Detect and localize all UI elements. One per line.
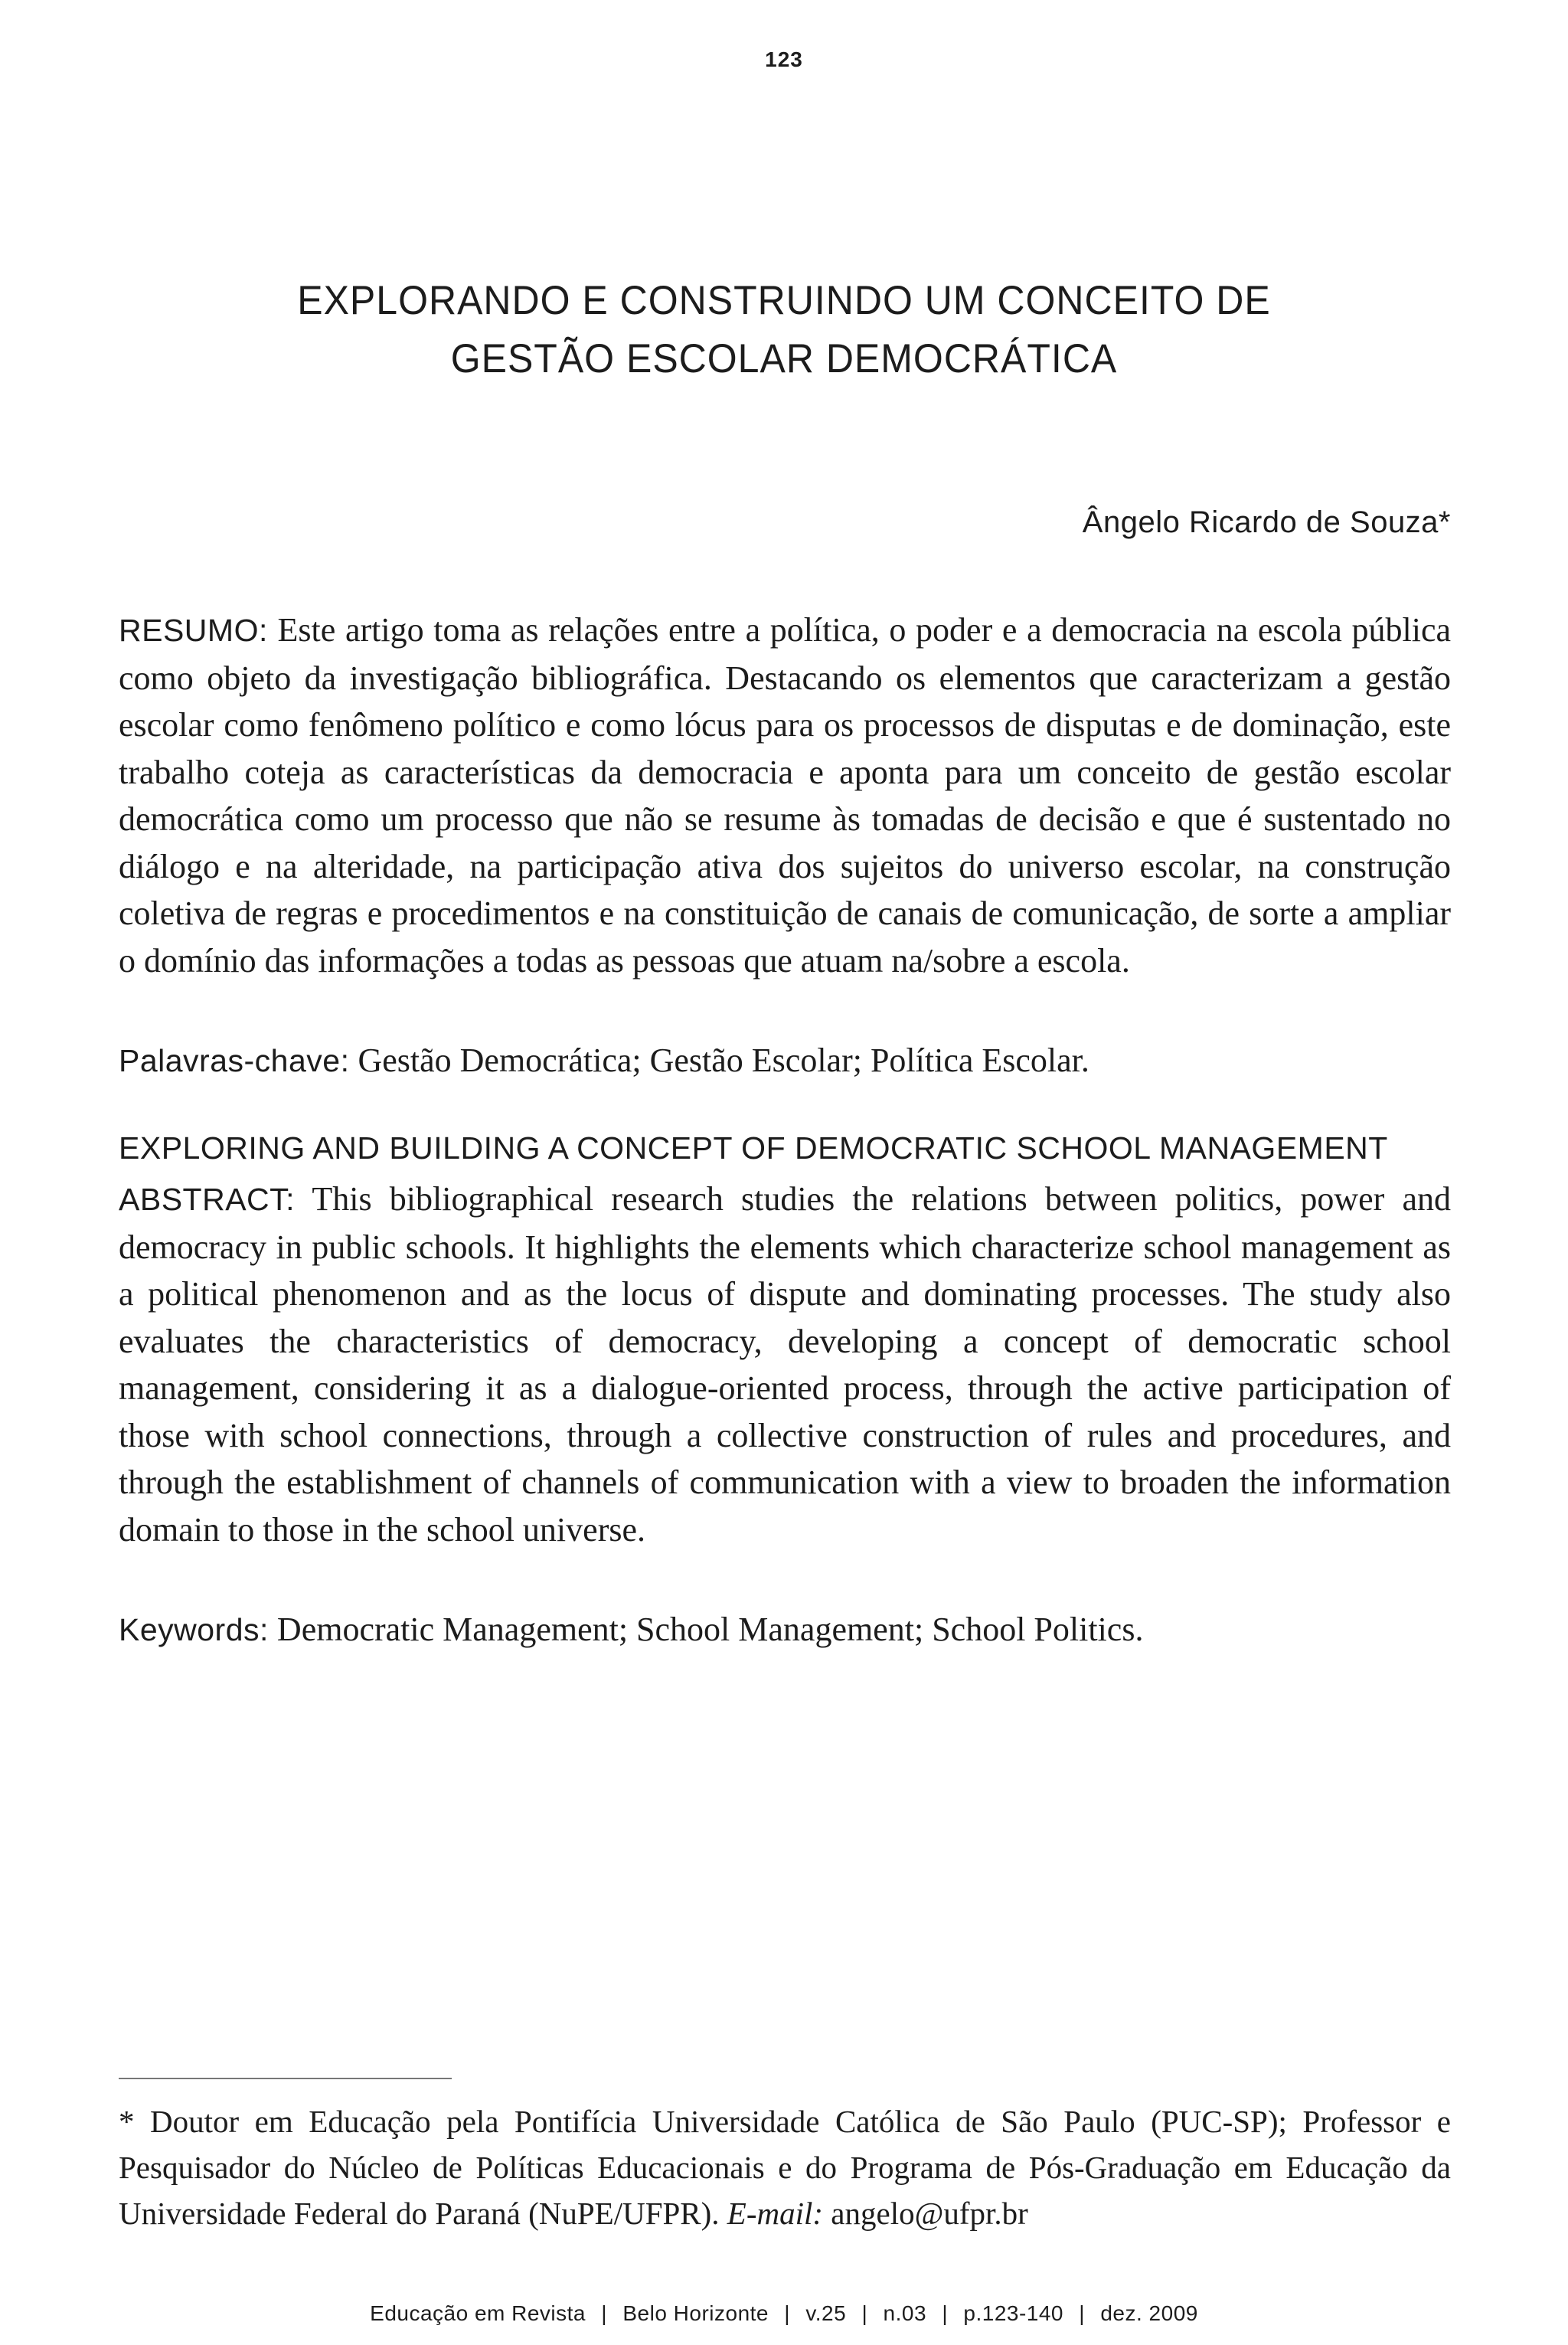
- article-title-line-2: GESTÃO ESCOLAR DEMOCRÁTICA: [450, 335, 1118, 381]
- footer-number: n.03: [883, 2301, 927, 2325]
- keywords-paragraph: [119, 1606, 1451, 1654]
- footer-date: dez. 2009: [1100, 2301, 1198, 2325]
- journal-footer: [0, 2301, 1568, 2326]
- english-title: EXPLORING AND BUILDING A CONCEPT OF DEMOCRATIC SCHOOL MANAGEMENT: [119, 1130, 1388, 1166]
- palavras-chave-section: [119, 1037, 1451, 1085]
- footnote-divider: [119, 2078, 452, 2079]
- footnote-email: angelo@ufpr.br: [823, 2196, 1028, 2231]
- footer-city: Belo Horizonte: [622, 2301, 769, 2325]
- abstract-section: [119, 1176, 1451, 1553]
- resumo-paragraph: [119, 607, 1451, 984]
- footer-separator: |: [861, 2301, 868, 2325]
- author-name: Ângelo Ricardo de Souza*: [1082, 505, 1451, 539]
- footnote-paragraph: [119, 2098, 1451, 2236]
- palavras-chave-text: Gestão Democrática; Gestão Escolar; Política Escolar.: [349, 1042, 1089, 1079]
- keywords-text: Democratic Management; School Management; School Politics.: [268, 1611, 1144, 1648]
- footnote: [119, 2098, 1451, 2236]
- footer-separator: |: [1079, 2301, 1086, 2325]
- abstract-text: This bibliographical research studies the relations between politics, power and democracy in public schools. It highlights the elements which characterize school management as a political phenomenon and as the locus of dispute and dominating processes. The study also evaluates the characteristics of democracy, developing a concept of democratic school management, considering it as a dialogue-oriented process, through the active participation of those with school connections, through a collective construction of rules and procedures, and through the establishment of channels of communication with a view to broaden the information domain to those in the school universe.: [119, 1180, 1451, 1549]
- keywords-label: Keywords:: [119, 1612, 269, 1647]
- footnote-text: Doutor em Educação pela Pontifícia Universidade Católica de São Paulo (PUC-SP); Professor e Pesquisador do Núcleo de Políticas Educacionais e do Programa de Pós-Graduação em Educação da Universidade Federal do Paraná (NuPE/UFPR).: [119, 2104, 1451, 2231]
- footer-separator: |: [601, 2301, 608, 2325]
- article-title-line-1: EXPLORANDO E CONSTRUINDO UM CONCEITO DE: [297, 277, 1271, 323]
- page-number: 123: [765, 47, 803, 71]
- palavras-chave-paragraph: [119, 1037, 1451, 1085]
- footnote-email-label: E-mail:: [727, 2196, 824, 2231]
- footer-separator: |: [942, 2301, 949, 2325]
- resumo-label: RESUMO:: [119, 613, 268, 648]
- footer-volume: v.25: [805, 2301, 847, 2325]
- palavras-chave-label: Palavras-chave:: [119, 1043, 350, 1078]
- abstract-paragraph: [119, 1176, 1451, 1553]
- abstract-label: ABSTRACT:: [119, 1182, 296, 1217]
- footer-pages: p.123-140: [963, 2301, 1063, 2325]
- footnote-marker: *: [119, 2104, 135, 2139]
- resumo-section: [119, 607, 1451, 984]
- footer-separator: |: [784, 2301, 791, 2325]
- article-title: [0, 271, 1568, 388]
- footer-journal: Educação em Revista: [370, 2301, 586, 2325]
- keywords-section: [119, 1606, 1451, 1654]
- resumo-text: Este artigo toma as relações entre a política, o poder e a democracia na escola pública como objeto da investigação bibliográfica. Destacando os elementos que caracterizam a gestão escolar como fenômeno político e como lócus para os processos de disputas e de dominação, este trabalho coteja as características da democracia e aponta para um conceito de gestão escolar democrática como um processo que não se resume às tomadas de decisão e que é sustentado no diálogo e na alteridade, na participação ativa dos sujeitos do universo escolar, na construção coletiva de regras e procedimentos e na constituição de canais de comunicação, de sorte a ampliar o domínio das informações a todas as pessoas que atuam na/sobre a escola.: [119, 611, 1451, 980]
